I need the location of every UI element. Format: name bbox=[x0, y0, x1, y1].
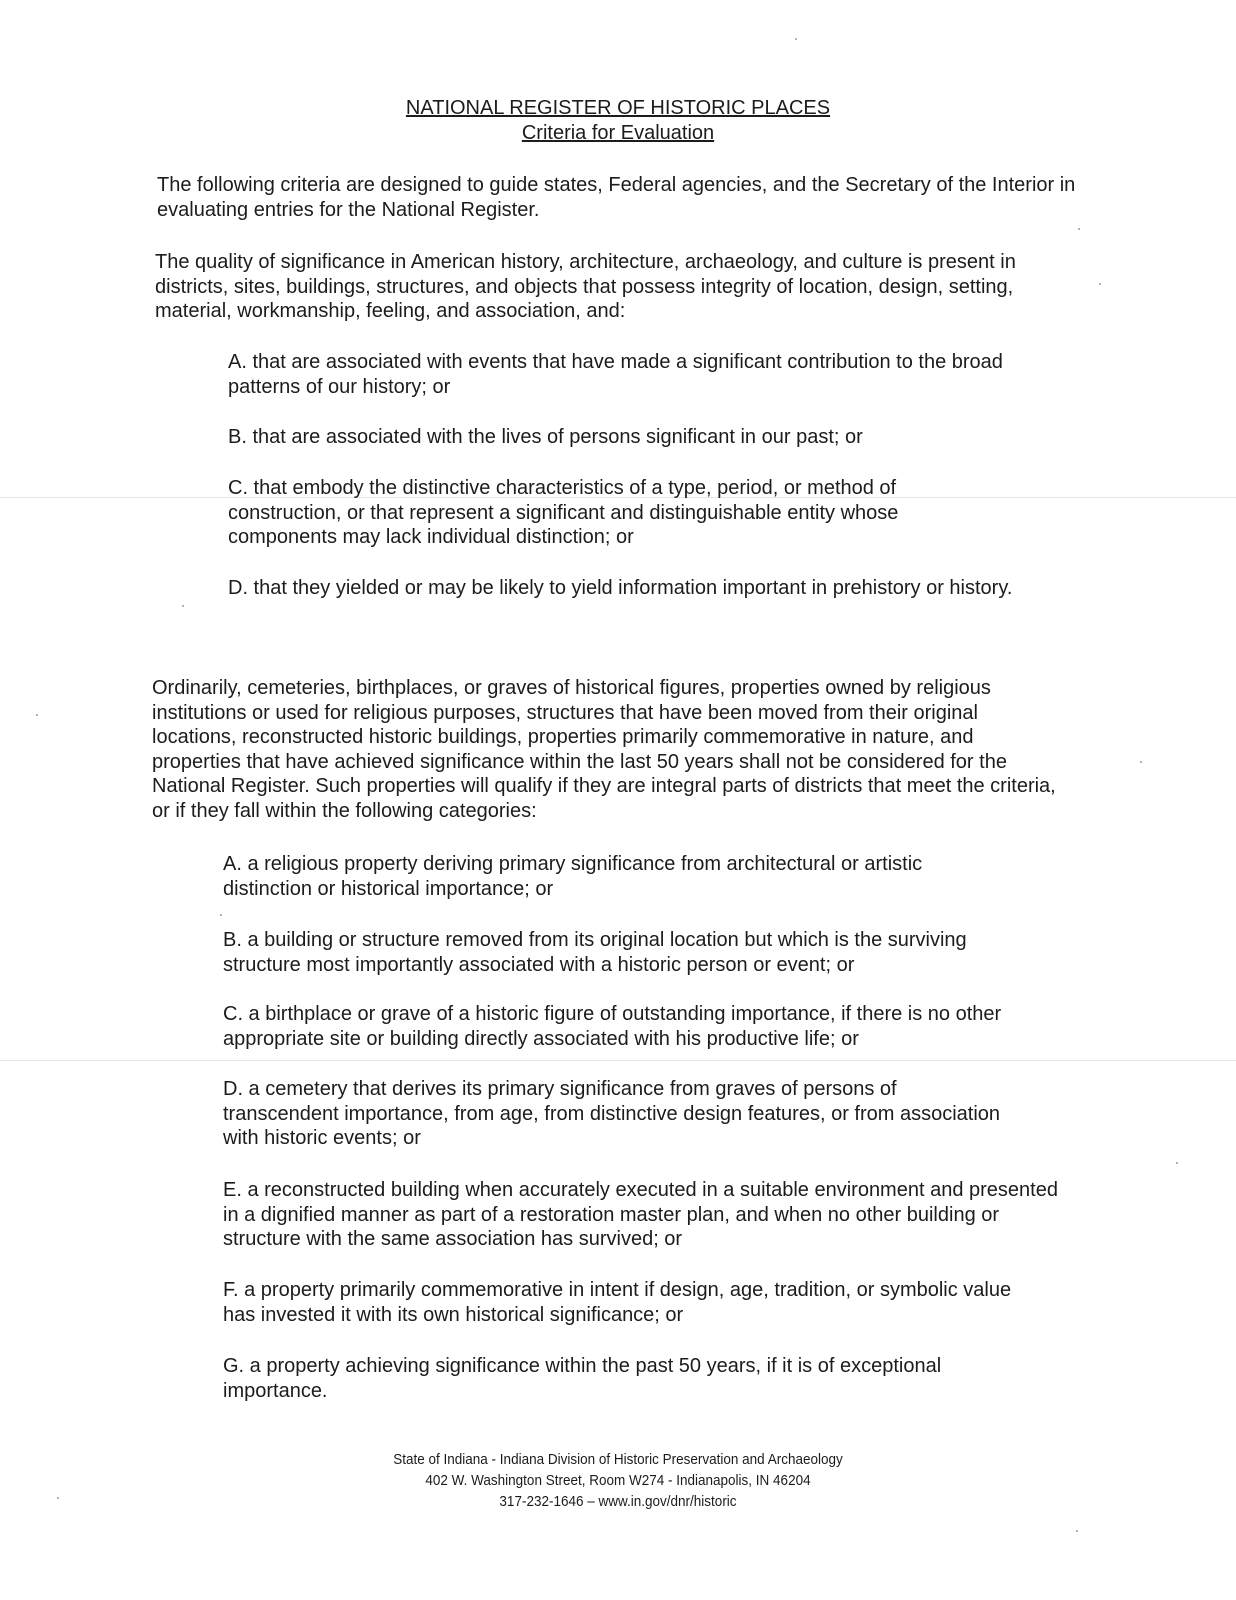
footer-address: 402 W. Washington Street, Room W274 - Indianapolis, IN 46204 bbox=[425, 1472, 811, 1489]
scan-speck bbox=[1140, 761, 1142, 763]
document-title: NATIONAL REGISTER OF HISTORIC PLACES bbox=[405, 97, 831, 119]
consideration-item: C. a birthplace or grave of a historic figure of outstanding importance, if there is no other appropriate site or building directly associated with his productive life; or bbox=[223, 1003, 1002, 1050]
footer-agency: State of Indiana - Indiana Division of Historic Preservation and Archaeology bbox=[393, 1451, 843, 1468]
consideration-item: A. a religious property deriving primary significance from architectural or artistic distinction or historical importance; or bbox=[223, 853, 923, 900]
criterion-item: D. that they yielded or may be likely to yield information important in prehistory or history. bbox=[228, 577, 1013, 599]
intro-paragraph: The following criteria are designed to guide states, Federal agencies, and the Secretary of the Interior in evaluating entries for the National Register. bbox=[157, 174, 1076, 221]
scan-speck bbox=[220, 914, 222, 916]
consideration-item: G. a property achieving significance within the past 50 years, if it is of exceptional importance. bbox=[223, 1355, 942, 1402]
scan-speck bbox=[1099, 283, 1101, 285]
document-footer bbox=[0, 1449, 1236, 1512]
consideration-item: D. a cemetery that derives its primary significance from graves of persons of transcendent importance, from age, from distinctive design features, or from association with historic events; or bbox=[223, 1078, 1001, 1149]
scan-speck bbox=[36, 714, 38, 716]
document-header bbox=[0, 96, 1236, 146]
criterion-item: C. that embody the distinctive characteristics of a type, period, or method of construction, or that represent a significant and distinguishable entity whose components may lack individual distinction; or bbox=[228, 477, 899, 548]
scan-artifact bbox=[0, 1060, 1236, 1061]
footer-contact: 317-232-1646 – www.in.gov/dnr/historic bbox=[499, 1493, 737, 1510]
consideration-item: B. a building or structure removed from its original location but which is the surviving structure most importantly associated with a historic person or event; or bbox=[223, 929, 967, 976]
consideration-item: E. a reconstructed building when accurately executed in a suitable environment and presented in a dignified manner as part of a restoration master plan, and when no other building or structure with the same association has survived; or bbox=[223, 1179, 1058, 1250]
document-subtitle: Criteria for Evaluation bbox=[521, 122, 715, 144]
scan-speck bbox=[1078, 228, 1080, 230]
scan-speck bbox=[795, 38, 797, 40]
consideration-item: F. a property primarily commemorative in intent if design, age, tradition, or symbolic value has invested it with its own historical significance; or bbox=[223, 1279, 1012, 1326]
scan-speck bbox=[1076, 1530, 1078, 1532]
intro-paragraph: The quality of significance in American history, architecture, archaeology, and culture is present in districts, sites, buildings, structures, and objects that possess integrity of location, design, setting, material, workmanship, feeling, and association, and: bbox=[155, 251, 1016, 322]
exceptions-paragraph: Ordinarily, cemeteries, birthplaces, or graves of historical figures, properties owned by religious institutions or used for religious purposes, structures that have been moved from their original locations, reconstructed historic buildings, properties primarily commemorative in nature, and properties that have achieved significance within the last 50 years shall not be considered for the National Register. Such properties will qualify if they are integral parts of districts that meet the criteria, or if they fall within the following categories: bbox=[152, 677, 1056, 822]
criterion-item: B. that are associated with the lives of persons significant in our past; or bbox=[228, 426, 863, 448]
criterion-item: A. that are associated with events that have made a significant contribution to the broad patterns of our history; or bbox=[228, 351, 1003, 398]
scan-speck bbox=[182, 605, 184, 607]
scan-speck bbox=[1176, 1162, 1178, 1164]
